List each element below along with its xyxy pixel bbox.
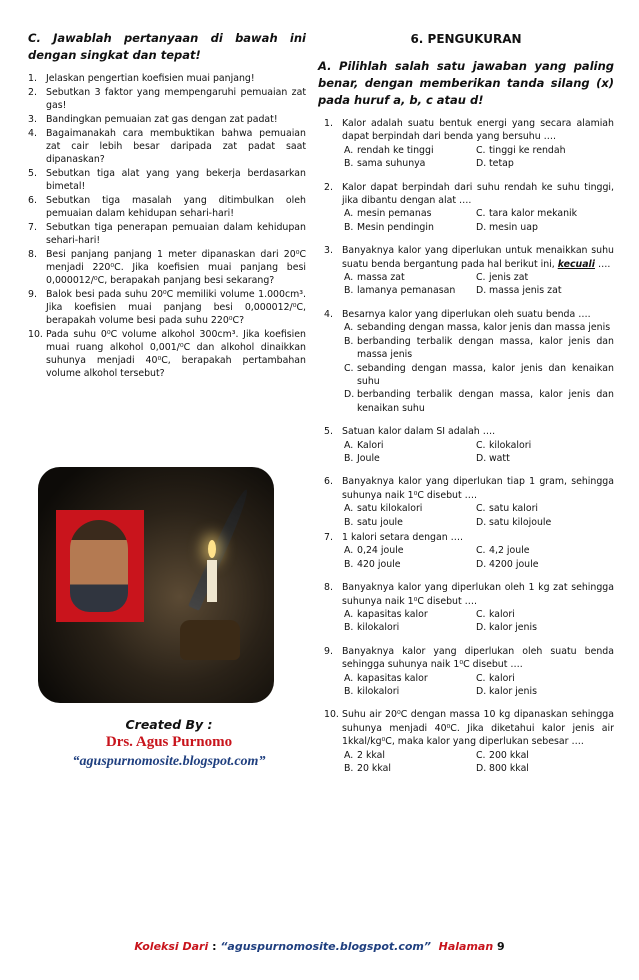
- question-number: 8.: [324, 582, 333, 594]
- answer-options: [318, 439, 614, 466]
- option-text: 20 kkal: [357, 763, 391, 775]
- footer-page-label: Halaman: [438, 940, 494, 953]
- footer-prefix: Koleksi Dari: [134, 940, 209, 953]
- option-letter: C.: [476, 272, 486, 284]
- option-text: kalor jenis: [489, 622, 537, 634]
- option-letter: B.: [344, 622, 354, 634]
- page-footer: [0, 940, 639, 953]
- option-text: tara kalor mekanik: [489, 208, 578, 220]
- chapter-title: 6. PENGUKURAN: [410, 32, 522, 46]
- question-number: 2.: [324, 181, 333, 193]
- item-number: 9.: [28, 289, 37, 300]
- question-stem: Banyaknya kalor yang diperlukan untuk menaikkan suhu suatu benda bergantung pada hal berikut ini,: [342, 245, 614, 270]
- author-site: “aguspurnomosite.blogspot.com”: [72, 754, 266, 769]
- option-text: sama suhunya: [357, 158, 426, 170]
- option-text: 2 kkal: [357, 749, 385, 761]
- option-text: kalori: [489, 672, 515, 684]
- item-text: Sebutkan tiga masalah yang ditimbulkan oleh pemuaian dalam kehidupan sehari-hari!: [46, 195, 306, 219]
- item-text: Sebutkan 3 faktor yang mempengaruhi pemuaian zat gas!: [46, 87, 306, 111]
- option-letter: A.: [344, 672, 354, 684]
- option-letter: B.: [344, 158, 354, 170]
- answer-option-c: [474, 271, 614, 284]
- answer-option-d: [474, 558, 614, 571]
- option-letter: D.: [476, 763, 487, 775]
- essay-item: [28, 86, 306, 112]
- option-letter: D.: [476, 285, 487, 297]
- answer-options: [318, 544, 614, 571]
- question-item: [318, 531, 614, 571]
- option-letter: B.: [344, 285, 354, 297]
- answer-option-c: [474, 144, 614, 157]
- option-letter: B.: [344, 686, 354, 698]
- question-stem: Kalor adalah suatu bentuk energi yang secara alamiah dapat berpindah dari benda yang bersuhu ….: [342, 118, 614, 143]
- answer-option-d: [474, 685, 614, 698]
- question-item: [318, 581, 614, 635]
- item-number: 4.: [28, 128, 37, 139]
- option-letter: D.: [476, 516, 487, 528]
- item-text: Sebutkan tiga alat yang yang bekerja berdasarkan bimetal!: [46, 168, 306, 192]
- answer-option-a: [342, 749, 474, 762]
- option-text: berbanding terbalik dengan massa, kalor jenis dan massa jenis: [357, 335, 614, 361]
- option-text: lamanya pemanasan: [357, 285, 456, 297]
- option-text: 420 joule: [357, 558, 401, 570]
- candle-icon: [207, 560, 217, 602]
- option-letter: D.: [344, 389, 355, 401]
- answer-option-b: [342, 284, 474, 297]
- option-text: rendah ke tinggi: [357, 144, 434, 156]
- option-letter: A.: [344, 144, 354, 156]
- question-number: 6.: [324, 476, 333, 488]
- answer-option-a: [342, 271, 474, 284]
- answer-option-a: [342, 544, 474, 557]
- question-tail: ….: [594, 258, 611, 270]
- answer-options: [318, 207, 614, 234]
- answer-option-a: [342, 502, 474, 515]
- option-text: mesin uap: [489, 221, 538, 233]
- option-text: 200 kkal: [489, 749, 529, 761]
- option-letter: A.: [344, 503, 354, 515]
- question-text: [318, 581, 614, 608]
- option-text: sebanding dengan massa, kalor jenis dan kenaikan suhu: [357, 362, 614, 387]
- option-letter: C.: [476, 208, 486, 220]
- option-letter: C.: [476, 503, 486, 515]
- footer-site: “aguspurnomosite.blogspot.com”: [220, 940, 431, 953]
- essay-item: [28, 328, 306, 380]
- answer-option-c: [474, 207, 614, 220]
- footer-colon: :: [208, 940, 221, 953]
- item-text: Bagaimanakah cara membuktikan bahwa pemuaian zat cair lebih besar daripada zat padat saat dipanaskan?: [46, 128, 306, 165]
- option-letter: D.: [476, 221, 487, 233]
- option-text: 4200 joule: [489, 558, 539, 570]
- option-text: kalor jenis: [489, 686, 537, 698]
- option-text: 4,2 joule: [489, 545, 530, 557]
- item-number: 5.: [28, 168, 37, 179]
- question-item: [318, 708, 614, 775]
- essay-item: [28, 72, 306, 85]
- answer-option-d: [474, 157, 614, 170]
- item-number: 10.: [28, 329, 43, 340]
- question-stem: Besarnya kalor yang diperlukan oleh suatu benda ….: [342, 308, 591, 320]
- item-number: 3.: [28, 114, 37, 125]
- option-text: satu joule: [357, 516, 403, 528]
- option-letter: C.: [476, 545, 486, 557]
- answer-option-d: [474, 621, 614, 634]
- option-text: kapasitas kalor: [357, 609, 428, 620]
- question-text: [318, 181, 614, 208]
- option-letter: D.: [476, 622, 487, 634]
- answer-options: [318, 321, 614, 415]
- option-text: berbanding terbalik dengan massa, kalor jenis dan kenaikan suhu: [357, 389, 614, 414]
- question-stem: Suhu air 20⁰C dengan massa 10 kg dipanaskan sehingga suhunya menjadi 40⁰C. Jika diketahui kalor jenis air 1kkal/kg⁰C, maka kalor yang diperlukan sebesar ….: [342, 709, 614, 748]
- answer-option-d: [474, 284, 614, 297]
- option-letter: B.: [344, 335, 354, 347]
- question-text: [318, 645, 614, 672]
- option-letter: B.: [344, 558, 354, 570]
- option-letter: A.: [344, 609, 354, 620]
- option-letter: C.: [476, 439, 486, 451]
- question-stem: Banyaknya kalor yang diperlukan oleh 1 kg zat sehingga suhunya naik 1⁰C disebut ….: [342, 582, 614, 607]
- answer-option-c: [474, 608, 614, 621]
- item-text: Sebutkan tiga penerapan pemuaian dalam kehidupan sehari-hari!: [46, 222, 306, 246]
- answer-option-d: [474, 762, 614, 775]
- answer-options: [318, 144, 614, 171]
- option-text: kapasitas kalor: [357, 672, 428, 684]
- option-text: massa zat: [357, 272, 405, 284]
- option-letter: B.: [344, 452, 354, 464]
- question-item: [318, 645, 614, 699]
- question-text: [318, 308, 614, 321]
- question-item: [318, 181, 614, 235]
- question-number: 10.: [324, 709, 339, 721]
- except-keyword: kecuali: [557, 258, 595, 270]
- option-text: jenis zat: [489, 272, 529, 284]
- question-stem: Satuan kalor dalam SI adalah ….: [342, 426, 496, 438]
- question-item: [318, 117, 614, 171]
- option-text: Mesin pendingin: [357, 221, 434, 233]
- option-letter: C.: [344, 362, 354, 374]
- answer-options: [318, 271, 614, 298]
- credit-block: [28, 716, 310, 771]
- question-number: 3.: [324, 245, 333, 257]
- answer-option-a: [342, 608, 474, 621]
- answer-option-c: [474, 544, 614, 557]
- question-number: 1.: [324, 118, 333, 129]
- item-text: Besi panjang panjang 1 meter dipanaskan dari 20⁰C menjadi 220⁰C. Jika koefisien muai panjang besi 0,000012/⁰C, berapakah panjang besi sekarang?: [46, 249, 306, 286]
- option-text: satu kilokalori: [357, 503, 423, 515]
- option-letter: D.: [476, 558, 487, 570]
- answer-option-d: [474, 452, 614, 465]
- option-letter: B.: [344, 221, 354, 233]
- option-text: tinggi ke rendah: [489, 144, 566, 156]
- answer-option-a: [342, 144, 474, 157]
- item-number: 7.: [28, 222, 37, 233]
- option-letter: C.: [476, 749, 486, 761]
- question-item: [318, 475, 614, 529]
- answer-option-b: [342, 452, 474, 465]
- question-number: 7.: [324, 531, 333, 543]
- answer-options: [318, 608, 614, 635]
- item-number: 6.: [28, 195, 37, 206]
- option-text: mesin pemanas: [357, 208, 432, 220]
- option-letter: A.: [344, 545, 354, 557]
- essay-item: [28, 288, 306, 327]
- question-item: [318, 244, 614, 298]
- essay-item: [28, 167, 306, 193]
- essay-list: [28, 72, 306, 380]
- option-text: kilokalori: [357, 622, 400, 634]
- option-text: kilokalori: [357, 686, 400, 698]
- answer-option-b: [342, 685, 474, 698]
- question-item: [318, 308, 614, 415]
- answer-option-c: [342, 362, 614, 389]
- candle-flame-icon: [208, 540, 216, 558]
- item-text: Jelaskan pengertian koefisien muai panjang!: [46, 73, 255, 84]
- option-letter: C.: [476, 609, 486, 620]
- option-letter: A.: [344, 272, 354, 284]
- answer-option-b: [342, 335, 614, 362]
- option-text: kalori: [489, 609, 515, 620]
- item-text: Pada suhu 0⁰C volume alkohol 300cm³. Jika koefisien muai ruang alkohol 0,001/⁰C dan alkohol dinaikkan suhunya menjadi 40⁰C, berapakah pertambahan volume alkohol tersebut?: [46, 329, 306, 379]
- essay-item: [28, 248, 306, 287]
- essay-item: [28, 221, 306, 247]
- question-text: [318, 244, 614, 271]
- answer-option-d: [474, 516, 614, 529]
- answer-options: [318, 749, 614, 776]
- answer-option-b: [342, 558, 474, 571]
- created-by-label: Created By :: [125, 717, 213, 732]
- item-text: Bandingkan pemuaian zat gas dengan zat padat!: [46, 114, 278, 125]
- answer-option-a: [342, 321, 614, 334]
- essay-item: [28, 194, 306, 220]
- question-number: 9.: [324, 645, 333, 657]
- answer-option-c: [474, 749, 614, 762]
- question-stem: Banyaknya kalor yang diperlukan tiap 1 gram, sehingga suhunya naik 1⁰C disebut ….: [342, 476, 614, 501]
- essay-item: [28, 127, 306, 166]
- question-stem: Kalor dapat berpindah dari suhu rendah ke suhu tinggi, jika dibantu dengan alat ….: [342, 181, 614, 207]
- option-letter: D.: [476, 452, 487, 464]
- option-letter: A.: [344, 208, 354, 220]
- question-text: [318, 425, 614, 438]
- item-number: 2.: [28, 87, 37, 98]
- option-letter: D.: [476, 686, 487, 698]
- option-text: massa jenis zat: [489, 285, 562, 297]
- question-text: [318, 708, 614, 748]
- option-letter: B.: [344, 763, 354, 775]
- question-number: 4.: [324, 308, 333, 320]
- question-text: [318, 117, 614, 144]
- answer-option-a: [342, 672, 474, 685]
- inkpot-icon: [180, 620, 240, 660]
- option-text: sebanding dengan massa, kalor jenis dan massa jenis: [357, 322, 611, 334]
- question-stem: 1 kalori setara dengan ….: [342, 531, 464, 543]
- answer-option-a: [342, 207, 474, 220]
- question-stem: Banyaknya kalor yang diperlukan oleh suatu benda sehingga suhunya naik 1⁰C disebut ….: [342, 645, 614, 671]
- option-letter: A.: [344, 322, 354, 334]
- item-text: Balok besi pada suhu 20⁰C memiliki volume 1.000cm³. Jika koefisien muai panjang besi 0,000012/⁰C, berapakah volume besi pada suhu 220⁰C?: [46, 289, 306, 326]
- option-text: satu kilojoule: [489, 516, 552, 528]
- answer-option-b: [342, 621, 474, 634]
- author-portrait: [70, 520, 128, 612]
- question-item: [318, 425, 614, 465]
- option-letter: D.: [476, 158, 487, 170]
- option-letter: C.: [476, 144, 486, 156]
- answer-option-b: [342, 516, 474, 529]
- answer-option-c: [474, 672, 614, 685]
- option-letter: A.: [344, 439, 354, 451]
- option-text: watt: [489, 452, 510, 464]
- option-text: satu kalori: [489, 503, 539, 515]
- option-text: kilokalori: [489, 439, 532, 451]
- mc-heading: A. Pilihlah salah satu jawaban yang paling benar, dengan memberikan tanda silang (x) pada huruf a, b, c atau d!: [318, 59, 614, 107]
- question-text: [318, 475, 614, 502]
- option-text: 0,24 joule: [357, 545, 404, 557]
- answer-option-d: [474, 221, 614, 234]
- item-number: 1.: [28, 73, 37, 84]
- multiple-choice-section: [318, 30, 614, 785]
- essay-section: [28, 30, 306, 381]
- option-letter: C.: [476, 672, 486, 684]
- answer-option-c: [474, 439, 614, 452]
- question-number: 5.: [324, 426, 333, 438]
- question-list: [318, 117, 614, 775]
- item-number: 8.: [28, 249, 37, 260]
- answer-option-a: [342, 439, 474, 452]
- answer-option-b: [342, 221, 474, 234]
- option-letter: B.: [344, 516, 354, 528]
- answer-option-d: [342, 388, 614, 415]
- answer-option-c: [474, 502, 614, 515]
- question-text: [318, 531, 614, 544]
- essay-item: [28, 113, 306, 126]
- answer-options: [318, 502, 614, 529]
- answer-options: [318, 672, 614, 699]
- option-text: 800 kkal: [489, 763, 529, 775]
- option-text: tetap: [489, 158, 514, 170]
- essay-heading: C. Jawablah pertanyaan di bawah ini dengan singkat dan tepat!: [28, 31, 306, 62]
- author-name: Drs. Agus Purnomo: [105, 734, 233, 750]
- option-text: Kalori: [357, 439, 384, 451]
- option-letter: A.: [344, 749, 354, 761]
- page-number: 9: [497, 940, 505, 953]
- answer-option-b: [342, 762, 474, 775]
- option-text: Joule: [357, 452, 380, 464]
- answer-option-b: [342, 157, 474, 170]
